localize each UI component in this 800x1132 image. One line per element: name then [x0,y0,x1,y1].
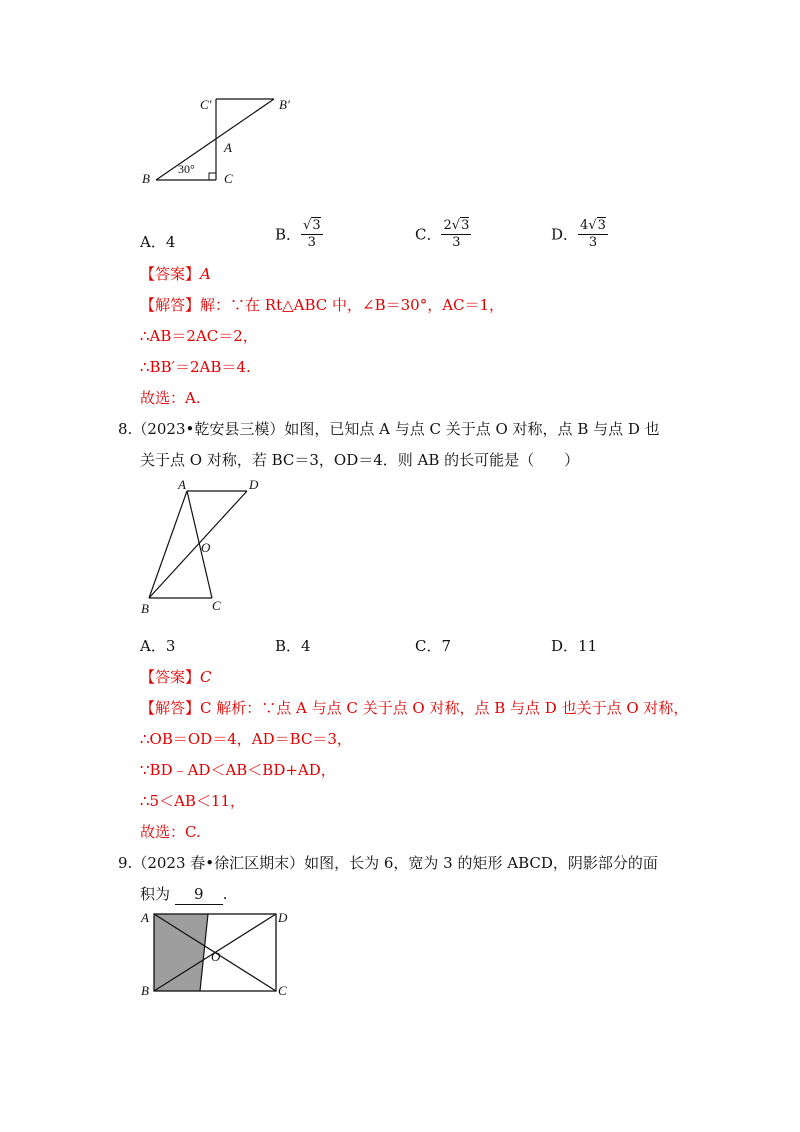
q8-answer: 【答案】C [140,668,212,686]
q8-stem-line1: 8.（2023•乾安县三模）如图，已知点 A 与点 C 关于点 O 对称，点 B 与点 D 也 [118,420,660,438]
q7-option-d: D． $\frac{4√3}{3}$ [551,218,606,250]
q7-solution-line2: ∴AB＝2AC＝2， [140,327,258,345]
q7-option-a: A．4 [140,233,176,251]
fig8-label-b: B [141,601,149,616]
q7-solution-line1: 【解答】解：∵在 Rt△ABC 中，∠B＝30°，AC＝1， [140,296,505,314]
q8-option-a: A．3 [140,637,176,655]
label-b-prime: B' [279,97,290,112]
q9-stem-line2: 积为 9 . [140,885,228,903]
q8-option-d: D．11 [551,637,598,655]
label-c-prime: C' [200,97,212,112]
figure-q8 [140,475,260,615]
label-c: C [224,171,233,186]
fig8-label-c: C [212,598,221,613]
q8-stem-line2: 关于点 O 对称，若 BC＝3，OD＝4．则 AB 的长可能是（ ） [140,451,580,469]
q8-option-c: C．7 [415,637,452,655]
fig9-label-o: O [211,949,221,964]
fig8-label-d: D [249,477,259,492]
shaded-region [154,914,208,991]
q7-solution-line4: 故选：A. [140,389,201,407]
q9-stem-line1: 9.（2023 春•徐汇区期末）如图，长为 6，宽为 3 的矩形 ABCD，阴影部分的面 [118,854,658,872]
q8-solution-line5: 故选：C. [140,823,201,841]
fig9-label-b: B [141,983,149,998]
label-a: A [224,140,232,155]
q8-option-b: B．4 [275,637,311,655]
q8-solution-line4: ∴5＜AB＜11， [140,792,246,810]
label-b: B [142,171,150,186]
q7-answer: 【答案】A [140,265,211,283]
fig9-label-a: A [141,910,149,925]
fig9-label-d: D [278,910,288,925]
fig9-label-c: C [278,983,287,998]
q8-solution-line3: ∵BD﹣AD＜AB＜BD+AD， [140,761,336,779]
q7-solution-line3: ∴BB′＝2AB＝4. [140,358,251,376]
label-angle-30: 30° [178,162,195,176]
fig8-label-a: A [178,477,186,492]
fig8-label-o: O [201,540,211,555]
q9-answer-blank: 9 [175,884,223,905]
q7-option-b: B． $\frac{√3}{3}$ [275,218,321,250]
q8-solution-line2: ∴OB＝OD＝4，AD＝BC＝3， [140,730,352,748]
q8-solution-line1: 【解答】C 解析：∵点 A 与点 C 关于点 O 对称，点 B 与点 D 也关于点 O 对称， [140,699,689,717]
q7-option-c: C． $\frac{2√3}{3}$ [415,218,470,250]
